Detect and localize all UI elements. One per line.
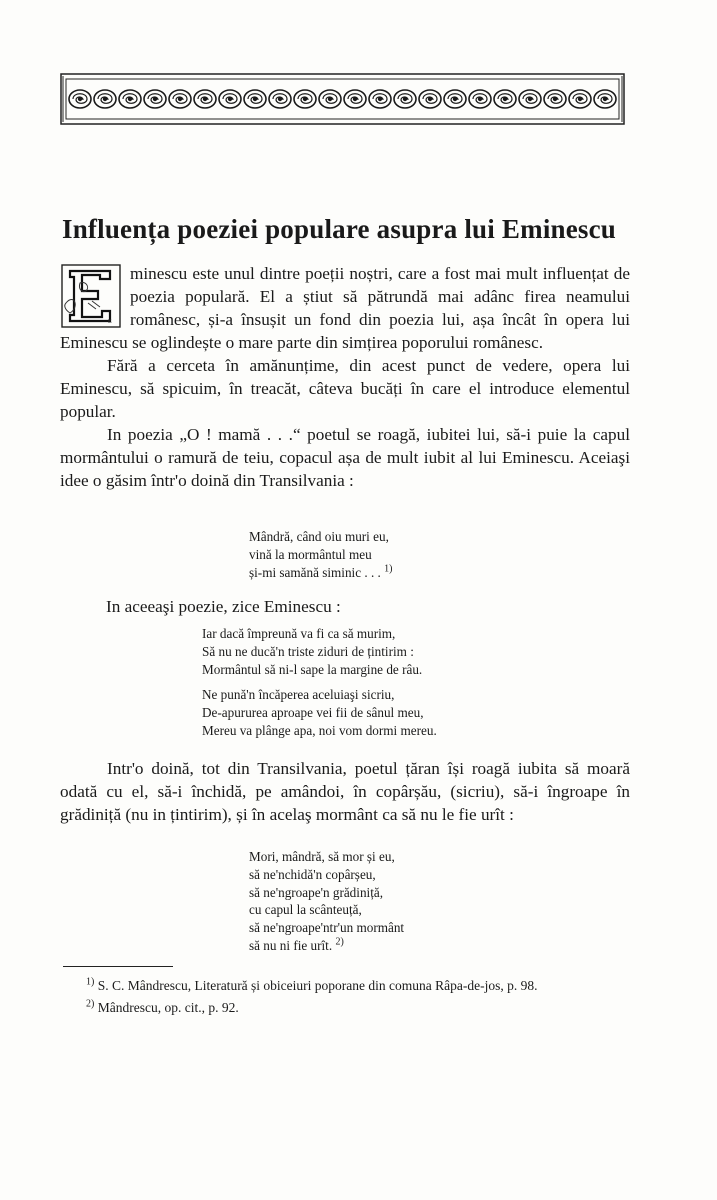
article-title: Influența poeziei populare asupra lui Eminescu [62, 214, 617, 244]
rosette-ornament [419, 90, 441, 108]
verse-line: Mândră, când oiu muri eu, [249, 529, 389, 544]
verse-line: Ne pună'n încăperea aceluiaşi sicriu, [202, 687, 395, 703]
rosette-ornament [594, 90, 616, 108]
rosette-ornament [544, 90, 566, 108]
verse-line: Mereu va plânge apa, noi vom dormi mereu. [202, 722, 437, 738]
rosette-ornament [444, 90, 466, 108]
rosette-ornament [569, 90, 591, 108]
ornamental-header-band [60, 73, 625, 125]
verse-line: vină la mormântul meu [249, 546, 372, 562]
verse-line: Iar dacă împreună va fi ca să murim, [202, 626, 396, 641]
decorated-drop-cap-e [60, 263, 122, 329]
rosette-ornament [344, 90, 366, 108]
footnote-ref-2: 2) [335, 936, 344, 948]
rosette-ornament [69, 90, 91, 108]
article-body [60, 262, 630, 492]
paragraph-1: minescu este unul dintre poeții noștri, care a fost mai mult influențat de poezia populară. El a știut să pătrundă mai adânc firea neamului românesc, și-a însușit un fond din poezia lui, așa încât în opera lui Eminescu se oglindește o mare parte din simțirea poporului românesc. [60, 264, 630, 352]
paragraph-3: In poezia „O ! mamă . . .“ poetul se roagă, iubitei lui, să-i puie la capul mormântului o ramură de teiu, copacul așa de mult iubit al lui Eminescu. Aceiaşi idee o găsim într'o doină din Transilvania : [60, 425, 630, 490]
footnote-marker: 2) [86, 998, 95, 1010]
verse-line: cu capul la scânteuță, [249, 902, 362, 918]
verse-line: Mormântul să ni-l sape la margine de râu. [202, 661, 423, 677]
rosette-ornament [469, 90, 491, 108]
verse-quote-3 [249, 848, 404, 955]
rosette-ornament [94, 90, 116, 108]
footnote-2: $^{2)}$ Mândrescu, op. cit., p. 92. [86, 998, 239, 1015]
verse-line: și-mi samănă siminic . . . $^{1)}$ [249, 563, 393, 580]
verse-line: să ne'nchidă'n copârșeu, [249, 866, 376, 882]
verse-quote-1 [249, 528, 393, 581]
verse-line: Mori, mândră, să mor și eu, [249, 849, 395, 864]
verse-quote-2 [202, 625, 437, 740]
verse-line: De-apururea aproape vei fii de sânul meu, [202, 705, 424, 721]
rosette-ornament [369, 90, 391, 108]
footnote-divider [63, 966, 173, 967]
rosette-ornament [119, 90, 141, 108]
rosette-ornament [269, 90, 291, 108]
rosette-ornament [519, 90, 541, 108]
rosette-ornament [319, 90, 341, 108]
rosette-ornament [494, 90, 516, 108]
rosette-ornament [194, 90, 216, 108]
verse-line: Să nu ne ducă'n triste ziduri de țintirim : [202, 643, 414, 659]
rosette-ornament [219, 90, 241, 108]
rosette-ornament [144, 90, 166, 108]
verse-line: să ne'ngroape'n grădiniță, [249, 884, 384, 900]
paragraph-2: Fără a cerceta în amănunțime, din acest punct de vedere, opera lui Eminescu, să spicuim, în treacăt, câteva bucăți în care el introduce elementul popular. [60, 356, 630, 421]
footnote-1: $^{1)}$ S. C. Mândrescu, Literatură și obiceiuri poporane din comuna Râpa-de-jos, p. 98. [86, 976, 538, 993]
footnotes [62, 975, 624, 1019]
footnote-ref-1: 1) [384, 563, 393, 575]
rosette-ornament [294, 90, 316, 108]
drop-cap-letter: E [108, 319, 112, 325]
lead-in-sentence: In aceeaşi poezie, zice Eminescu : [106, 597, 341, 616]
paragraph-4: Intr'o doină, tot din Transilvania, poetul țăran își roagă iubita să moară odată cu el, să-i închidă, pe amândoi, în copârșău, (sicriu), să-i îngroape în grădiniță (nu in țintirim), și în acelaş mormânt ca să nu le fie urît : [60, 759, 630, 824]
verse-line: să ne'ngroape'ntr'un mormânt [249, 920, 405, 936]
verse-line: să nu ni fie urît. $^{2)}$ [249, 936, 344, 953]
rosette-ornament [394, 90, 416, 108]
rosette-ornament [169, 90, 191, 108]
article-body-continued [60, 757, 630, 826]
rosette-ornament [244, 90, 266, 108]
footnote-marker: 1) [86, 976, 95, 988]
